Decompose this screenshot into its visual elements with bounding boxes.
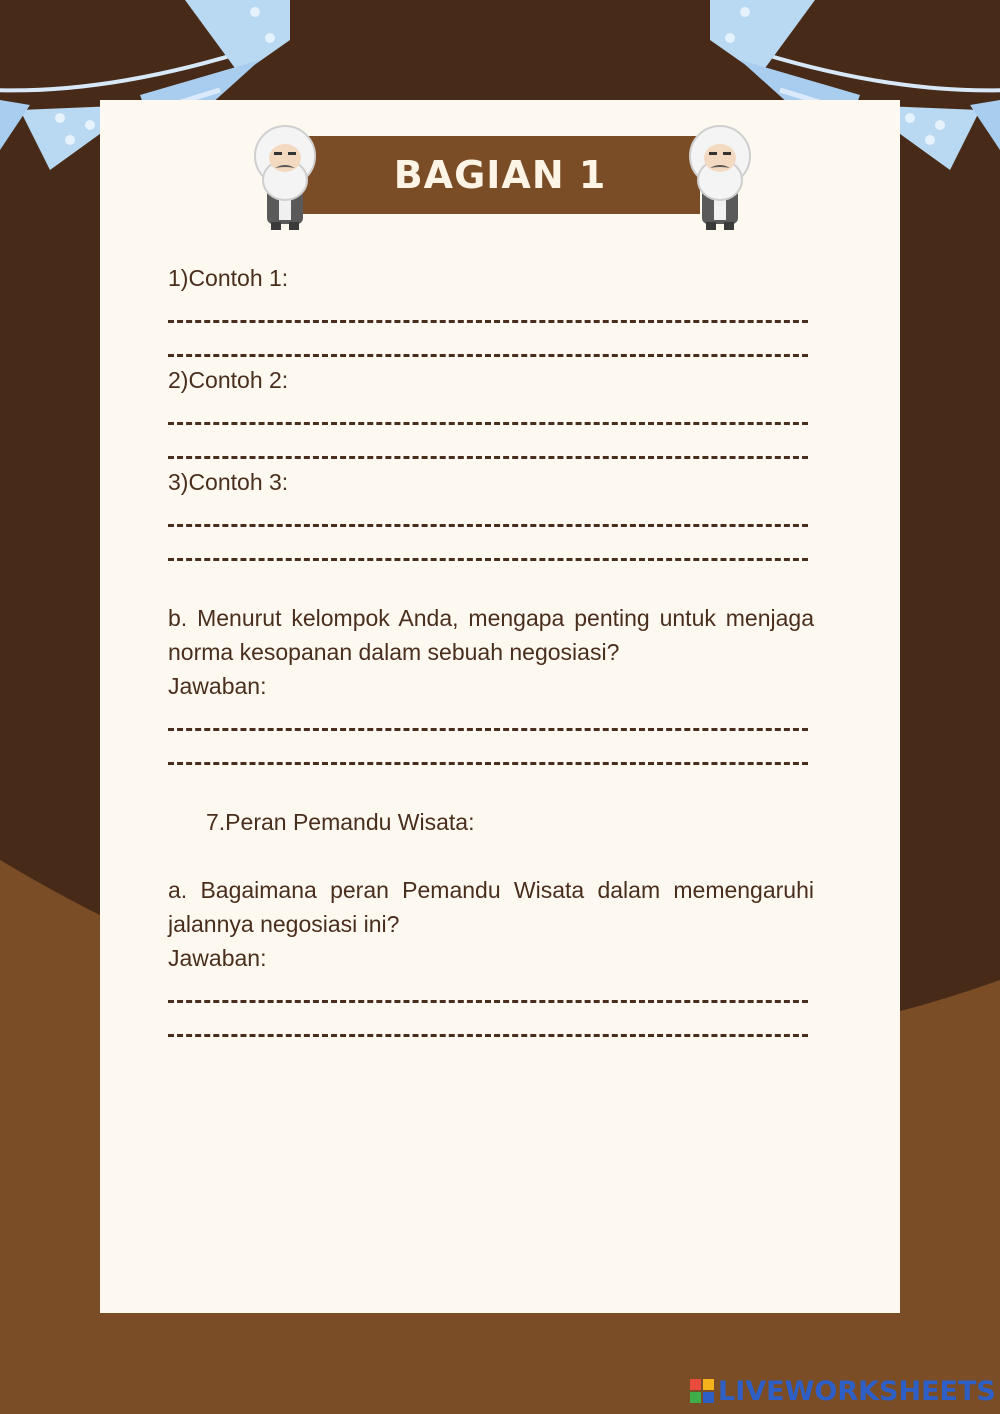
question-a-answer-label: Jawaban:: [168, 945, 267, 971]
answer-line[interactable]: [168, 422, 808, 425]
bearded-man-mascot-left-icon: [249, 118, 321, 233]
liveworksheets-logo[interactable]: [690, 1374, 996, 1408]
answer-line[interactable]: [168, 354, 808, 357]
question-b-text: b. Menurut kelompok Anda, mengapa penting untuk menjaga norma kesopanan dalam sebuah negosiasi?: [168, 605, 814, 665]
answer-line[interactable]: [168, 524, 808, 527]
answer-line[interactable]: [168, 728, 808, 731]
section-7-heading: 7.Peran Pemandu Wisata:: [206, 809, 475, 835]
example-1-label: 1)Contoh 1:: [168, 265, 289, 291]
page-title: BAGIAN 1: [393, 153, 607, 197]
answer-line[interactable]: [168, 1034, 808, 1037]
question-a-text: a. Bagaimana peran Pemandu Wisata dalam memengaruhi jalannya negosiasi ini?: [168, 877, 814, 937]
answer-line[interactable]: [168, 762, 808, 765]
answer-line[interactable]: [168, 558, 808, 561]
answer-line[interactable]: [168, 320, 808, 323]
example-3-label: 3)Contoh 3:: [168, 469, 289, 495]
question-b-answer-label: Jawaban:: [168, 673, 267, 699]
example-2-label: 2)Contoh 2:: [168, 367, 289, 393]
answer-line[interactable]: [168, 456, 808, 459]
liveworksheets-brand-text: LIVEWORKSHEETS: [718, 1375, 996, 1407]
answer-line[interactable]: [168, 1000, 808, 1003]
bearded-man-mascot-right-icon: [684, 118, 756, 233]
liveworksheets-grid-icon: [690, 1379, 714, 1403]
